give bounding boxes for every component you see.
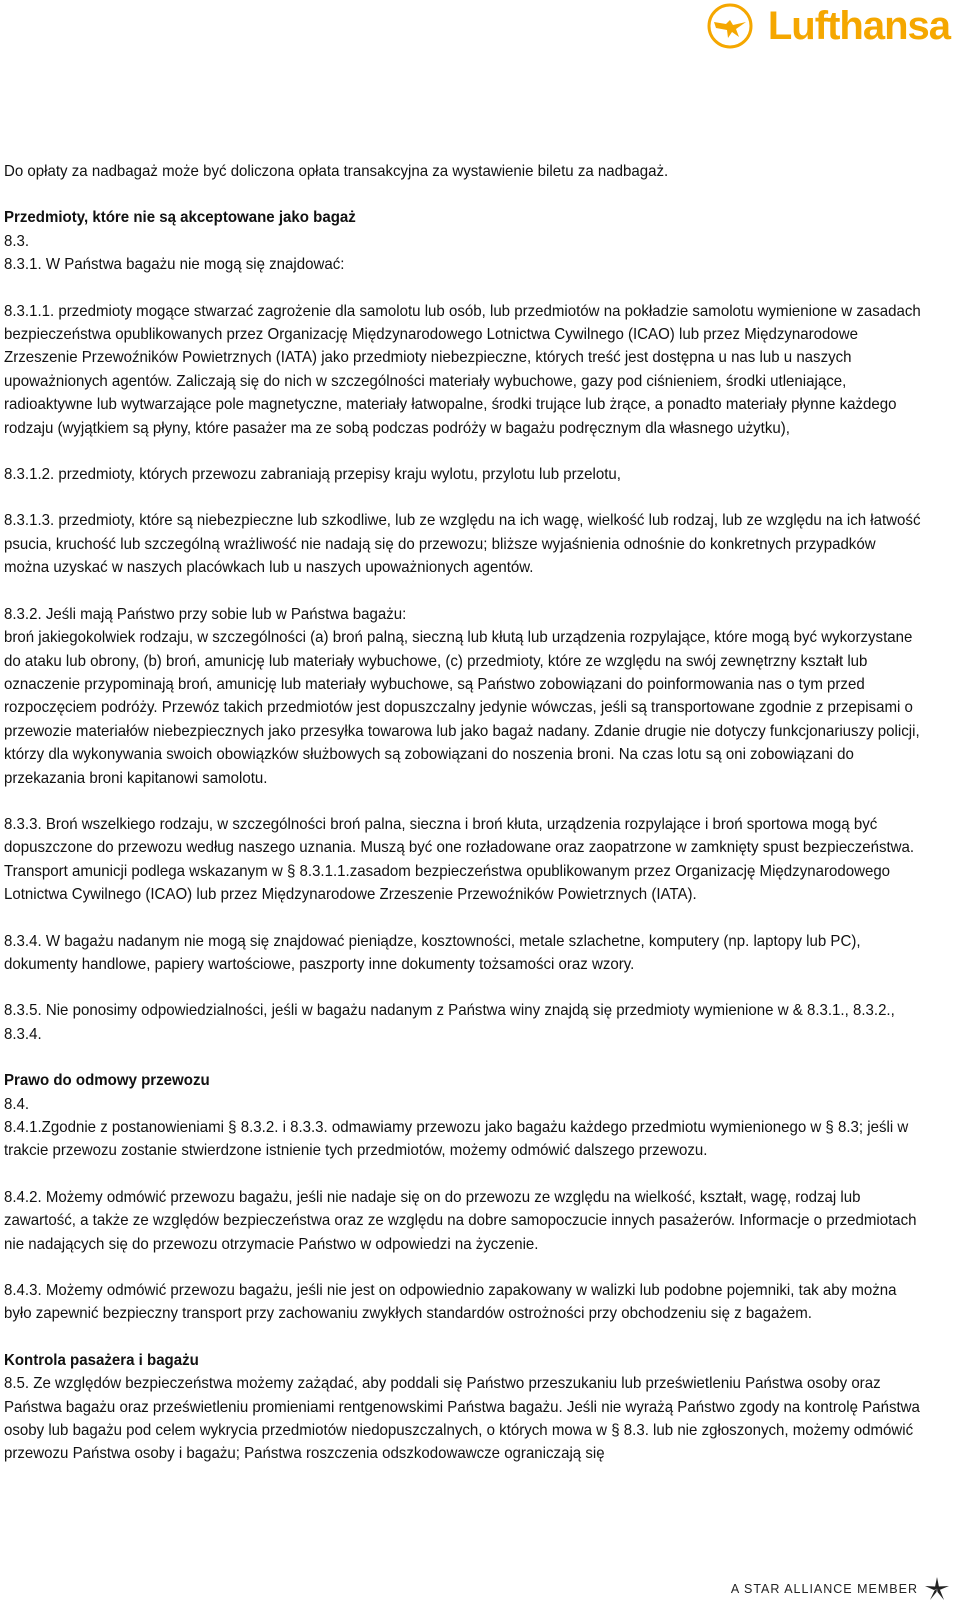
logo-wordmark: Lufthansa — [767, 4, 950, 48]
lufthansa-logo — [706, 2, 950, 50]
paragraph: 8.3.4. W bagażu nadanym nie mogą się znajdować pieniądze, kosztowności, metale szlachetne, komputery (np. laptopy lub PC), dokumenty handlowe, papiery wartościowe, paszporty inne dokumenty tożsamości oraz wzory. — [4, 932, 861, 973]
paragraph: 8.3.5. Nie ponosimy odpowiedzialności, jeśli w bagażu nadanym z Państwa winy znajdą się przedmioty wymienione w & 8.3.1., 8.3.2., 8.3.4. — [4, 1002, 895, 1043]
paragraph: 8.3.1.1. przedmioty mogące stwarzać zagrożenie dla samolotu lub osób, lub przedmiotów na pokładzie samolotu wymienione w zasadach bezpieczeństwa opublikowanych przez Organizację Międzynarodowego Lotnictwa Cywilnego (ICAO) lub przez Międzynarodowe Zrzeszenie Przewoźników Powietrznych (IATA) jako przedmioty niebezpieczne, których treść jest dostępna u nas lub u naszych upoważnionych agentów. Zaliczają się do nich w szczególności materiały wybuchowe, gazy pod ciśnieniem, środki utleniające, radioaktywne lub wytwarzające pole magnetyczne, materiały łatwopalne, środki trujące lub żrące, a ponadto materiały płynne każdego rodzaju (wyjątkiem są płyny, które pasażer ma ze sobą podczas podróży w bagażu podręcznym dla własnego użytku), — [4, 302, 921, 437]
star-alliance-icon — [924, 1576, 950, 1602]
paragraph: broń jakiegokolwiek rodzaju, w szczególności (a) broń palną, sieczną lub kłutą lub urządzenia rozpylające, które mogą być wykorzystane do ataku lub obrony, (b) broń, amunicję lub materiały wybuchowe, (c) przedmioty, które ze względu na swój zewnętrzny kształt lub oznaczenie przypominają broń, amunicję lub materiały wybuchowe, są Państwo zobowiązani do poinformowania nas o tym przed rozpoczęciem podróży. Przewóz takich przedmiotów jest dopuszczalny jedynie wówczas, jeśli są transportowane zgodnie z przepisami o przewozie materiałów niebezpiecznych jako przesyłka towarowa lub jako bagaż nadany. Zdanie drugie nie dotyczy funkcjonariuszy policji, którzy dla wykonywania swoich obowiązków służbowych są zobowiązani do noszenia broni. Na czas lotu są oni zobowiązani do przekazania broni kapitanowi samolotu. — [4, 629, 920, 787]
paragraph: 8.3.3. Broń wszelkiego rodzaju, w szczególności broń palna, sieczna i broń kłuta, urządzenia rozpylające i broń sportowa mogą być dopuszczone do przewozu według naszego uznania. Muszą być one rozładowane oraz zaopatrzone w zamknięty spust bezpieczeństwa. Transport amunicji podlega wskazanym w § 8.3.1.1.zasadom bezpieczeństwa opublikowanym przez Organizację Międzynarodowego Lotnictwa Cywilnego (ICAO) lub przez Międzynarodowe Zrzeszenie Przewoźników Powietrznych (IATA). — [4, 815, 915, 904]
paragraph: 8.3.1. W Państwa bagażu nie mogą się znajdować: — [4, 256, 345, 274]
paragraph: Do opłaty za nadbagaż może być doliczona opłata transakcyjna za wystawienie biletu za nadbagaż. — [4, 163, 669, 180]
paragraph: 8.3.1.2. przedmioty, których przewozu zabraniają przepisy kraju wylotu, przylotu lub przelotu, — [4, 466, 621, 484]
section-heading: Kontrola pasażera i bagażu — [4, 1351, 199, 1369]
section-number: 8.3. — [4, 232, 30, 250]
crane-emblem-icon — [706, 2, 754, 50]
paragraph: 8.4.2. Możemy odmówić przewozu bagażu, jeśli nie nadaje się on do przewozu ze względu na wielkość, kształt, wagę, rodzaj lub zawartość, a także ze względów bezpieczeństwa oraz ze względu na dobre samopoczucie innych pasażerów. Informacje o przedmiotach nie nadających się do przewozu otrzymacie Państwo w odpowiedzi na życzenie. — [4, 1188, 917, 1253]
section-heading: Prawo do odmowy przewozu — [4, 1072, 210, 1090]
paragraph: 8.4.1.Zgodnie z postanowieniami § 8.3.2. i 8.3.3. odmawiamy przewozu jako bagażu każdego przedmiotu wymienionego w § 8.3; jeśli w trakcie przewozu zostanie stwierdzone istnienie tych przedmiotów, możemy odmówić dalszego przewozu. — [4, 1119, 909, 1160]
document-body — [4, 160, 923, 1466]
star-alliance-label: A STAR ALLIANCE MEMBER — [730, 1582, 918, 1596]
paragraph: 8.3.1.3. przedmioty, które są niebezpieczne lub szkodliwe, lub ze względu na ich wagę, wielkość lub rodzaj, lub ze względu na ich łatwość psucia, kruchość lub szczególną wrażliwość nie nadają się do przewozu; bliższe wyjaśnienia odnośnie do konkretnych przypadków można uzyskać w naszych placówkach lub u naszych upoważnionych agentów. — [4, 512, 921, 577]
paragraph: 8.4.3. Możemy odmówić przewozu bagażu, jeśli nie jest on odpowiednio zapakowany w walizki lub podobne pojemniki, tak aby można było zapewnić bezpieczny transport przy zachowaniu zwykłych standardów ostrożności przy obchodzeniu się z bagażem. — [4, 1282, 897, 1323]
paragraph: 8.5. Ze względów bezpieczeństwa możemy zażądać, aby poddali się Państwo przeszukaniu lub prześwietleniu Państwa osoby oraz Państwa bagażu oraz prześwietleniu promieniami rentgenowskimi Państwa bagażu. Jeśli nie wyrażą Państwo zgody na kontrolę Państwa osoby lub bagażu pod celem wykrycia przedmiotów niedopuszczalnych, o których mowa w § 8.3. lub nie zgłoszonych, możemy odmówić przewozu Państwa osoby i bagażu; Państwa roszczenia odszkodowawcze ograniczają się — [4, 1375, 920, 1463]
page-header — [0, 0, 960, 60]
section-heading: Przedmioty, które nie są akceptowane jako bagaż — [4, 209, 356, 227]
paragraph-intro: 8.3.2. Jeśli mają Państwo przy sobie lub w Państwa bagażu: — [4, 605, 407, 623]
section-number: 8.4. — [4, 1095, 30, 1113]
page-footer — [731, 1576, 950, 1602]
